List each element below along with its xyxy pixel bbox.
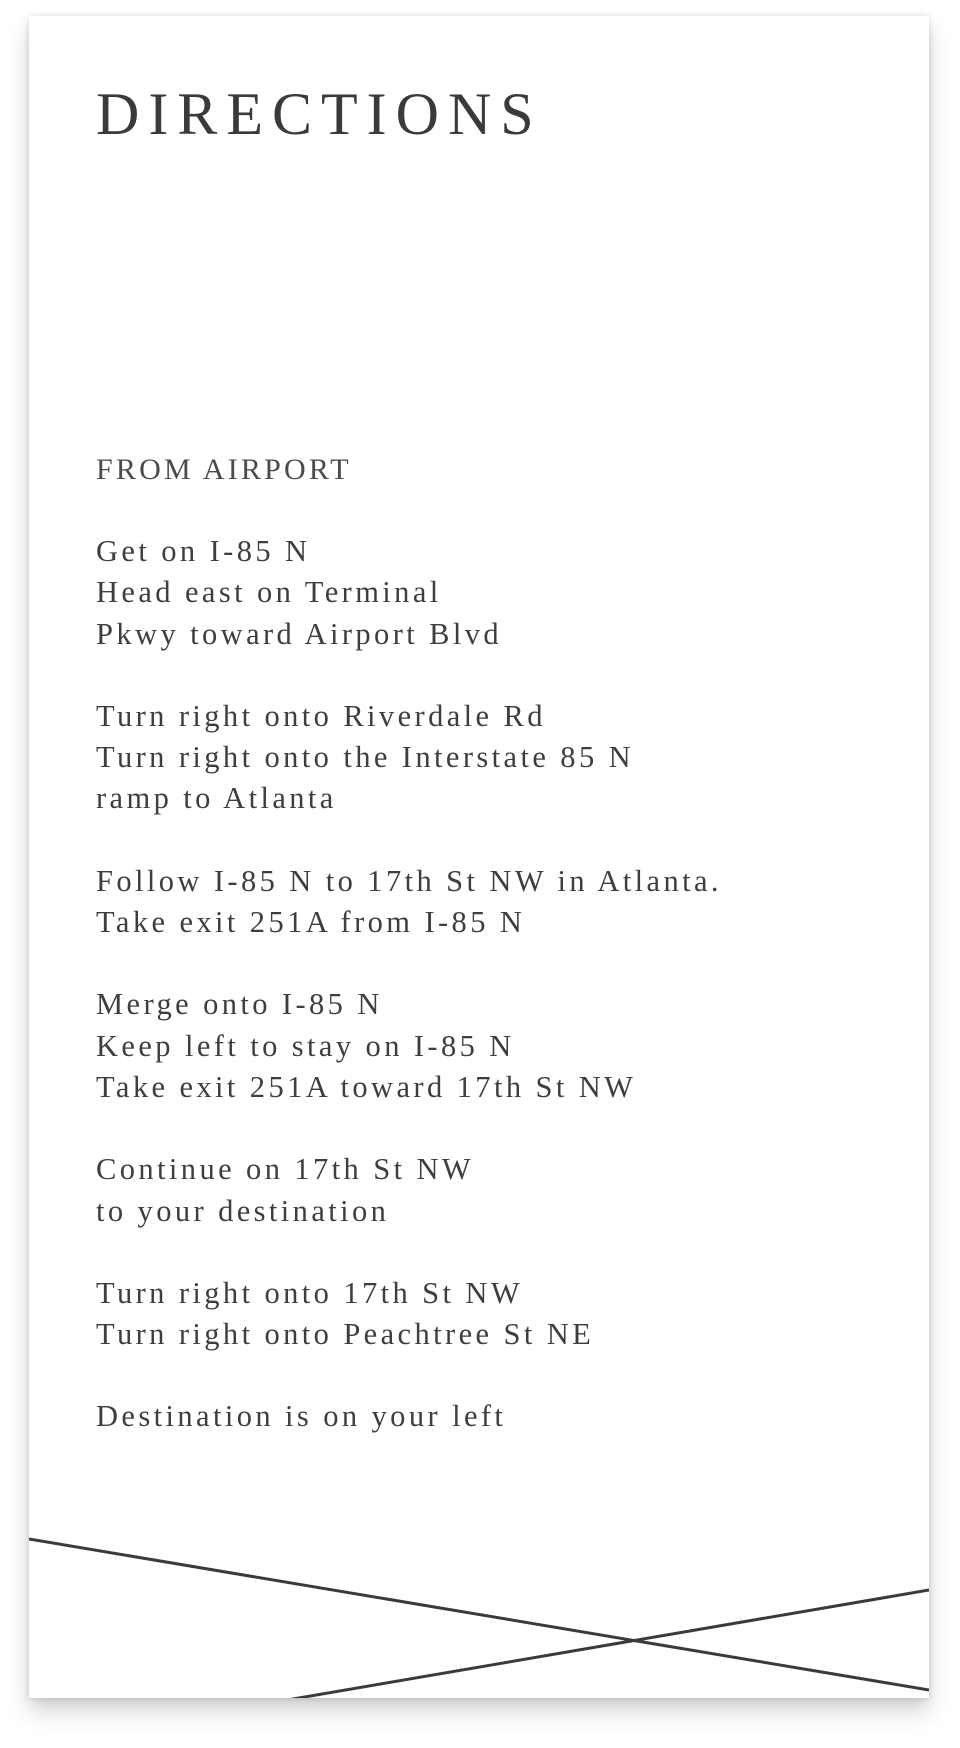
step-group-2: [96, 696, 909, 820]
step-line: Turn right onto 17th St NW: [96, 1275, 524, 1310]
step-line: Turn right onto Riverdale Rd: [96, 698, 546, 733]
step-line: Continue on 17th St NW: [96, 1152, 475, 1187]
step-line: Keep left to stay on I-85 N: [96, 1028, 515, 1063]
directions-content: [96, 449, 909, 1479]
section-heading: FROM AIRPORT: [96, 453, 352, 486]
page-title: DIRECTIONS: [96, 81, 543, 147]
decorative-line-ascending: [287, 1590, 929, 1698]
step-line: ramp to Atlanta: [96, 781, 337, 816]
step-group-3: [96, 861, 909, 944]
step-line: Follow I-85 N to 17th St NW in Atlanta.: [96, 863, 722, 898]
step-line: to your destination: [96, 1193, 390, 1228]
step-group-5: [96, 1149, 909, 1232]
step-line: Take exit 251A toward 17th St NW: [96, 1069, 637, 1104]
step-line: Pkwy toward Airport Blvd: [96, 616, 503, 651]
directions-card: [29, 16, 929, 1698]
step-group-1: [96, 531, 909, 655]
step-line: Merge onto I-85 N: [96, 987, 383, 1022]
step-group-4: [96, 984, 909, 1108]
step-group-7: [96, 1396, 909, 1437]
step-line: Destination is on your left: [96, 1399, 507, 1434]
step-line: Take exit 251A from I-85 N: [96, 905, 526, 940]
step-line: Turn right onto the Interstate 85 N: [96, 740, 635, 775]
step-line: Get on I-85 N: [96, 534, 311, 568]
step-line: Turn right onto Peachtree St NE: [96, 1317, 595, 1352]
decorative-line-descending: [29, 1539, 929, 1690]
step-group-6: [96, 1273, 909, 1356]
step-line: Head east on Terminal: [96, 575, 442, 610]
